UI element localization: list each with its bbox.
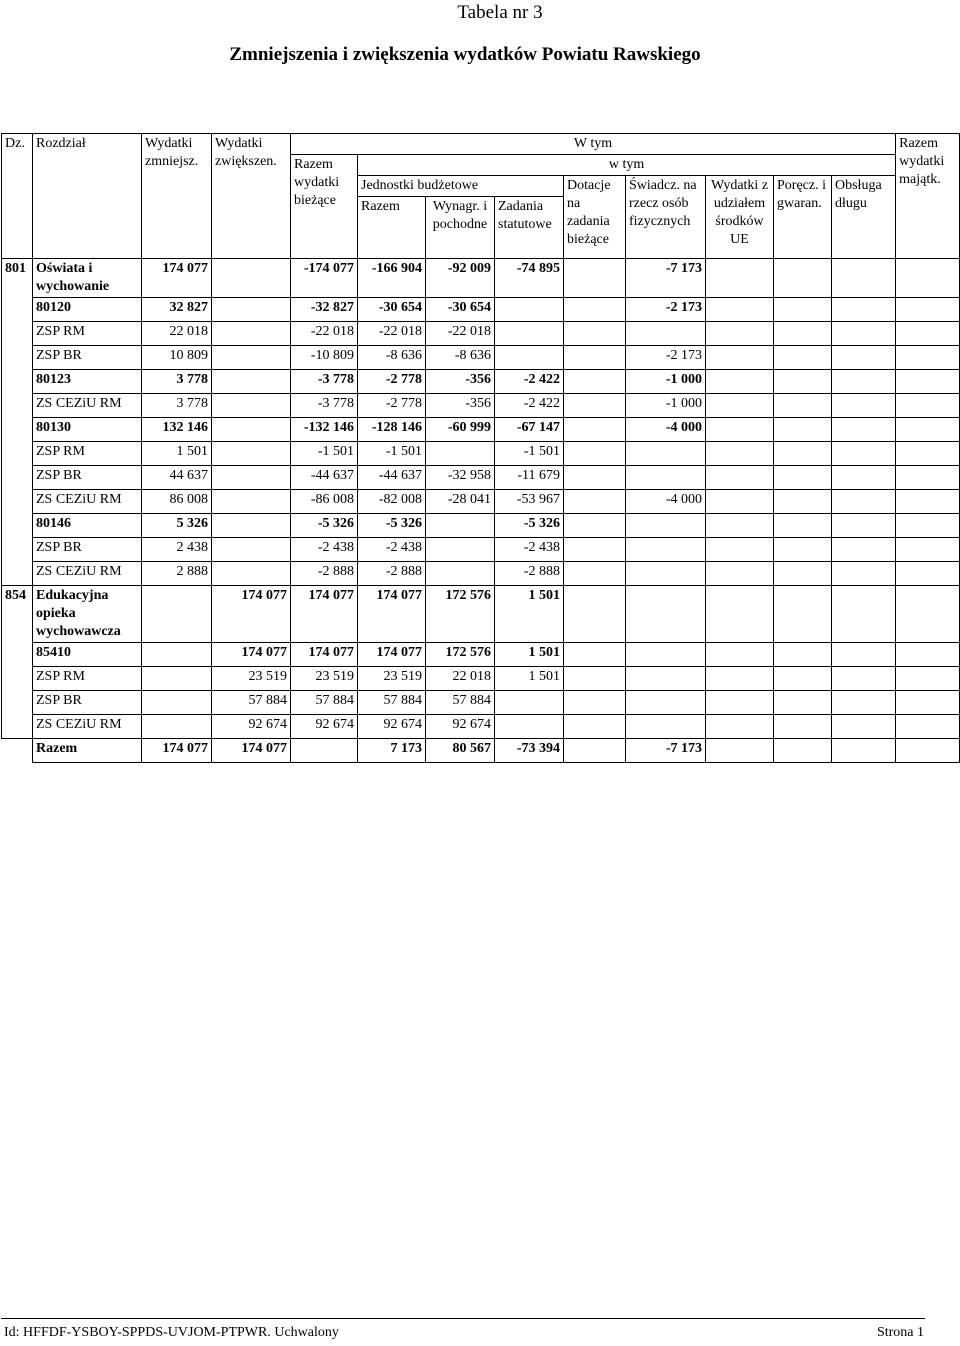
value-cell <box>564 643 626 667</box>
value-cell: -22 018 <box>358 322 426 346</box>
value-cell: 172 576 <box>426 643 495 667</box>
value-cell: 172 576 <box>426 586 495 643</box>
rozdzial-cell: ZS CEZiU RM <box>33 562 142 586</box>
value-cell: 174 077 <box>142 739 212 763</box>
header-rozdzial: Rozdział <box>33 134 142 259</box>
value-cell <box>564 298 626 322</box>
rozdzial-cell: 80130 <box>33 418 142 442</box>
value-cell: 22 018 <box>426 667 495 691</box>
header-razem: Razem <box>358 197 426 259</box>
table-row <box>2 667 960 691</box>
header-w-tym-sub: w tym <box>358 155 896 176</box>
value-cell: 92 674 <box>358 715 426 739</box>
value-cell <box>706 259 774 298</box>
value-cell: 3 778 <box>142 370 212 394</box>
rozdzial-cell: ZSP BR <box>33 346 142 370</box>
table-row <box>2 298 960 322</box>
value-cell: 1 501 <box>495 586 564 643</box>
table-row <box>2 514 960 538</box>
rozdzial-cell: ZS CEZiU RM <box>33 394 142 418</box>
value-cell: -53 967 <box>495 490 564 514</box>
value-cell <box>896 562 960 586</box>
value-cell: -32 958 <box>426 466 495 490</box>
table-row <box>2 442 960 466</box>
value-cell: 44 637 <box>142 466 212 490</box>
value-cell <box>832 538 896 562</box>
table-row <box>2 466 960 490</box>
value-cell: -60 999 <box>426 418 495 442</box>
value-cell <box>626 643 706 667</box>
rozdzial-cell: ZSP BR <box>33 691 142 715</box>
value-cell: 92 674 <box>426 715 495 739</box>
value-cell <box>706 394 774 418</box>
header-obsluga: Obsługa długu <box>832 176 896 259</box>
value-cell: -128 146 <box>358 418 426 442</box>
value-cell <box>774 442 832 466</box>
value-cell <box>832 442 896 466</box>
value-cell <box>142 715 212 739</box>
value-cell <box>564 442 626 466</box>
value-cell <box>626 322 706 346</box>
header-wydatki-zwieksz: Wydatki zwiększen. <box>212 134 291 259</box>
value-cell <box>564 562 626 586</box>
value-cell: -3 778 <box>291 370 358 394</box>
value-cell <box>706 322 774 346</box>
value-cell: 57 884 <box>212 691 291 715</box>
value-cell <box>896 442 960 466</box>
value-cell: -1 501 <box>495 442 564 466</box>
value-cell <box>832 739 896 763</box>
value-cell: 174 077 <box>358 586 426 643</box>
value-cell: -44 637 <box>291 466 358 490</box>
value-cell <box>896 691 960 715</box>
value-cell <box>564 586 626 643</box>
value-cell <box>896 739 960 763</box>
value-cell <box>896 418 960 442</box>
value-cell <box>706 466 774 490</box>
value-cell: -22 018 <box>426 322 495 346</box>
value-cell <box>426 538 495 562</box>
value-cell: 92 674 <box>291 715 358 739</box>
value-cell <box>774 259 832 298</box>
value-cell <box>706 643 774 667</box>
value-cell <box>212 370 291 394</box>
value-cell: 2 888 <box>142 562 212 586</box>
value-cell <box>896 370 960 394</box>
value-cell: 132 146 <box>142 418 212 442</box>
value-cell: -74 895 <box>495 259 564 298</box>
section-dz: 801 <box>2 259 33 586</box>
value-cell <box>774 691 832 715</box>
value-cell <box>832 643 896 667</box>
value-cell <box>774 370 832 394</box>
value-cell <box>626 562 706 586</box>
rozdzial-cell: 85410 <box>33 643 142 667</box>
value-cell: -2 438 <box>358 538 426 562</box>
value-cell <box>564 466 626 490</box>
rozdzial-cell: 80120 <box>33 298 142 322</box>
header-wydatki-ue: Wydatki z udziałem środków UE <box>706 176 774 259</box>
value-cell: 23 519 <box>358 667 426 691</box>
value-cell <box>896 322 960 346</box>
value-cell: 22 018 <box>142 322 212 346</box>
value-cell: -10 809 <box>291 346 358 370</box>
value-cell <box>142 691 212 715</box>
value-cell <box>706 298 774 322</box>
value-cell: 174 077 <box>212 586 291 643</box>
value-cell <box>774 514 832 538</box>
footer-page-number: Strona 1 <box>876 1325 924 1340</box>
value-cell <box>212 466 291 490</box>
value-cell: -2 438 <box>291 538 358 562</box>
rozdzial-cell: 80123 <box>33 370 142 394</box>
value-cell: -7 173 <box>626 259 706 298</box>
value-cell <box>774 643 832 667</box>
value-cell <box>564 691 626 715</box>
header-razem-majatk: Razem wydatki majątk. <box>896 134 960 259</box>
value-cell <box>212 442 291 466</box>
table-row <box>2 370 960 394</box>
rozdzial-cell: ZSP RM <box>33 442 142 466</box>
value-cell: 57 884 <box>291 691 358 715</box>
value-cell <box>212 490 291 514</box>
value-cell <box>706 715 774 739</box>
value-cell: -2 888 <box>495 562 564 586</box>
value-cell <box>896 586 960 643</box>
header-wynagr: Wynagr. i pochodne <box>426 197 495 259</box>
rozdzial-cell: ZS CEZiU RM <box>33 490 142 514</box>
value-cell: 2 438 <box>142 538 212 562</box>
header-w-tym: W tym <box>291 134 896 155</box>
value-cell <box>495 691 564 715</box>
value-cell <box>896 538 960 562</box>
value-cell <box>706 370 774 394</box>
document-title: Zmniejszenia i zwiększenia wydatków Powiatu Rawskiego <box>229 44 701 65</box>
value-cell <box>832 562 896 586</box>
value-cell: 92 674 <box>212 715 291 739</box>
value-cell: -2 778 <box>358 370 426 394</box>
value-cell: -4 000 <box>626 490 706 514</box>
value-cell <box>564 394 626 418</box>
value-cell: 80 567 <box>426 739 495 763</box>
value-cell: -82 008 <box>358 490 426 514</box>
value-cell <box>564 322 626 346</box>
value-cell <box>212 562 291 586</box>
section-row <box>2 586 960 643</box>
value-cell <box>832 418 896 442</box>
value-cell: 1 501 <box>495 667 564 691</box>
rozdzial-cell: ZSP BR <box>33 538 142 562</box>
value-cell: -2 173 <box>626 346 706 370</box>
value-cell <box>832 490 896 514</box>
table-row <box>2 643 960 667</box>
value-cell: -2 422 <box>495 394 564 418</box>
value-cell <box>495 346 564 370</box>
value-cell <box>896 643 960 667</box>
section-name: Oświata i wychowanie <box>33 259 142 298</box>
header-wydatki-zmniejsz: Wydatki zmniejsz. <box>142 134 212 259</box>
value-cell <box>212 298 291 322</box>
value-cell: -22 018 <box>291 322 358 346</box>
table-row <box>2 562 960 586</box>
value-cell <box>495 715 564 739</box>
value-cell: -1 000 <box>626 394 706 418</box>
value-cell: -132 146 <box>291 418 358 442</box>
value-cell <box>774 715 832 739</box>
value-cell: -44 637 <box>358 466 426 490</box>
value-cell: -2 438 <box>495 538 564 562</box>
value-cell <box>564 259 626 298</box>
value-cell <box>774 322 832 346</box>
value-cell <box>142 667 212 691</box>
value-cell: -2 888 <box>291 562 358 586</box>
table-row <box>2 691 960 715</box>
value-cell: -7 173 <box>626 739 706 763</box>
value-cell <box>291 739 358 763</box>
value-cell: 174 077 <box>142 259 212 298</box>
value-cell <box>212 514 291 538</box>
value-cell: 174 077 <box>212 739 291 763</box>
value-cell <box>832 514 896 538</box>
value-cell: -32 827 <box>291 298 358 322</box>
value-cell <box>706 562 774 586</box>
rozdzial-cell: ZSP RM <box>33 322 142 346</box>
table-row <box>2 394 960 418</box>
value-cell <box>626 514 706 538</box>
value-cell: -11 679 <box>495 466 564 490</box>
value-cell <box>626 586 706 643</box>
value-cell: 86 008 <box>142 490 212 514</box>
total-row <box>2 739 960 763</box>
value-cell: -3 778 <box>291 394 358 418</box>
value-cell: -5 326 <box>495 514 564 538</box>
table-row <box>2 418 960 442</box>
value-cell <box>774 418 832 442</box>
value-cell <box>706 418 774 442</box>
value-cell: 32 827 <box>142 298 212 322</box>
value-cell <box>564 418 626 442</box>
value-cell <box>706 667 774 691</box>
value-cell <box>774 394 832 418</box>
value-cell <box>706 514 774 538</box>
value-cell <box>212 322 291 346</box>
value-cell <box>626 538 706 562</box>
value-cell <box>774 538 832 562</box>
header-razem-biezace: Razem wydatki bieżące <box>291 155 358 259</box>
value-cell <box>896 394 960 418</box>
value-cell <box>626 667 706 691</box>
table-row <box>2 322 960 346</box>
value-cell: -8 636 <box>358 346 426 370</box>
value-cell <box>896 346 960 370</box>
value-cell: -2 888 <box>358 562 426 586</box>
value-cell <box>495 298 564 322</box>
value-cell: -28 041 <box>426 490 495 514</box>
value-cell: 3 778 <box>142 394 212 418</box>
table-row <box>2 715 960 739</box>
value-cell <box>564 538 626 562</box>
value-cell <box>706 442 774 466</box>
header-porecz: Poręcz. i gwaran. <box>774 176 832 259</box>
value-cell <box>706 490 774 514</box>
value-cell: 174 077 <box>212 643 291 667</box>
value-cell <box>426 562 495 586</box>
value-cell <box>832 466 896 490</box>
value-cell: -2 422 <box>495 370 564 394</box>
value-cell: -1 501 <box>291 442 358 466</box>
value-cell <box>564 346 626 370</box>
value-cell: -166 904 <box>358 259 426 298</box>
value-cell: -4 000 <box>626 418 706 442</box>
value-cell <box>832 259 896 298</box>
value-cell: -174 077 <box>291 259 358 298</box>
value-cell <box>832 715 896 739</box>
table-row <box>2 346 960 370</box>
value-cell: -1 501 <box>358 442 426 466</box>
value-cell: 174 077 <box>291 586 358 643</box>
value-cell <box>774 739 832 763</box>
value-cell <box>896 514 960 538</box>
value-cell <box>706 346 774 370</box>
value-cell: -1 000 <box>626 370 706 394</box>
value-cell: -30 654 <box>358 298 426 322</box>
value-cell <box>896 667 960 691</box>
value-cell <box>426 442 495 466</box>
rozdzial-cell: 80146 <box>33 514 142 538</box>
value-cell: 57 884 <box>426 691 495 715</box>
value-cell <box>896 466 960 490</box>
footer-id: Id: HFFDF-YSBOY-SPPDS-UVJOM-PTPWR. Uchwalony <box>4 1325 339 1340</box>
header-dz: Dz. <box>2 134 33 259</box>
value-cell <box>774 298 832 322</box>
value-cell: -67 147 <box>495 418 564 442</box>
value-cell <box>832 394 896 418</box>
value-cell <box>564 514 626 538</box>
value-cell <box>706 586 774 643</box>
value-cell <box>832 346 896 370</box>
value-cell <box>142 643 212 667</box>
value-cell: -86 008 <box>291 490 358 514</box>
value-cell: 7 173 <box>358 739 426 763</box>
value-cell: -73 394 <box>495 739 564 763</box>
footer-divider <box>1 1318 925 1319</box>
value-cell <box>564 739 626 763</box>
value-cell <box>774 562 832 586</box>
value-cell <box>626 466 706 490</box>
value-cell <box>142 586 212 643</box>
value-cell: -356 <box>426 394 495 418</box>
value-cell: 174 077 <box>358 643 426 667</box>
value-cell: 1 501 <box>495 643 564 667</box>
page-label: Tabela nr 3 <box>457 2 543 23</box>
budget-table <box>1 133 960 763</box>
header-zadania-statutowe: Zadania statutowe <box>495 197 564 259</box>
rozdzial-cell: ZSP RM <box>33 667 142 691</box>
total-label: Razem <box>33 739 142 763</box>
value-cell <box>212 394 291 418</box>
value-cell: -356 <box>426 370 495 394</box>
value-cell <box>832 298 896 322</box>
value-cell <box>212 418 291 442</box>
value-cell: 57 884 <box>358 691 426 715</box>
value-cell <box>706 691 774 715</box>
value-cell <box>426 514 495 538</box>
table-row <box>2 490 960 514</box>
value-cell: -30 654 <box>426 298 495 322</box>
value-cell <box>774 346 832 370</box>
section-row <box>2 259 960 298</box>
value-cell <box>774 466 832 490</box>
value-cell <box>832 322 896 346</box>
value-cell <box>564 667 626 691</box>
value-cell <box>832 691 896 715</box>
header-jednostki: Jednostki budżetowe <box>358 176 564 197</box>
rozdzial-cell: ZS CEZiU RM <box>33 715 142 739</box>
rozdzial-cell: ZSP BR <box>33 466 142 490</box>
value-cell: 23 519 <box>291 667 358 691</box>
value-cell <box>212 346 291 370</box>
value-cell <box>774 490 832 514</box>
value-cell: -2 778 <box>358 394 426 418</box>
value-cell <box>495 322 564 346</box>
value-cell <box>212 538 291 562</box>
value-cell: 174 077 <box>291 643 358 667</box>
value-cell: 5 326 <box>142 514 212 538</box>
value-cell <box>564 370 626 394</box>
value-cell <box>774 586 832 643</box>
value-cell: -2 173 <box>626 298 706 322</box>
header-swiadcz: Świadcz. na rzecz osób fizycznych <box>626 176 706 259</box>
value-cell <box>706 739 774 763</box>
table-row <box>2 538 960 562</box>
value-cell <box>564 490 626 514</box>
value-cell <box>706 538 774 562</box>
value-cell <box>896 259 960 298</box>
value-cell <box>212 259 291 298</box>
total-dz-blank <box>2 739 33 763</box>
section-name: Edukacyjna opieka wychowawcza <box>33 586 142 643</box>
value-cell: -5 326 <box>358 514 426 538</box>
value-cell <box>774 667 832 691</box>
section-dz: 854 <box>2 586 33 739</box>
value-cell: -92 009 <box>426 259 495 298</box>
value-cell <box>626 691 706 715</box>
value-cell <box>896 490 960 514</box>
header-dotacje: Dotacje na zadania bieżące <box>564 176 626 259</box>
value-cell: 10 809 <box>142 346 212 370</box>
value-cell: 23 519 <box>212 667 291 691</box>
value-cell <box>564 715 626 739</box>
value-cell <box>626 442 706 466</box>
value-cell <box>896 715 960 739</box>
value-cell <box>832 667 896 691</box>
value-cell <box>626 715 706 739</box>
value-cell: -5 326 <box>291 514 358 538</box>
value-cell: 1 501 <box>142 442 212 466</box>
value-cell <box>832 370 896 394</box>
value-cell <box>896 298 960 322</box>
value-cell <box>832 586 896 643</box>
value-cell: -8 636 <box>426 346 495 370</box>
